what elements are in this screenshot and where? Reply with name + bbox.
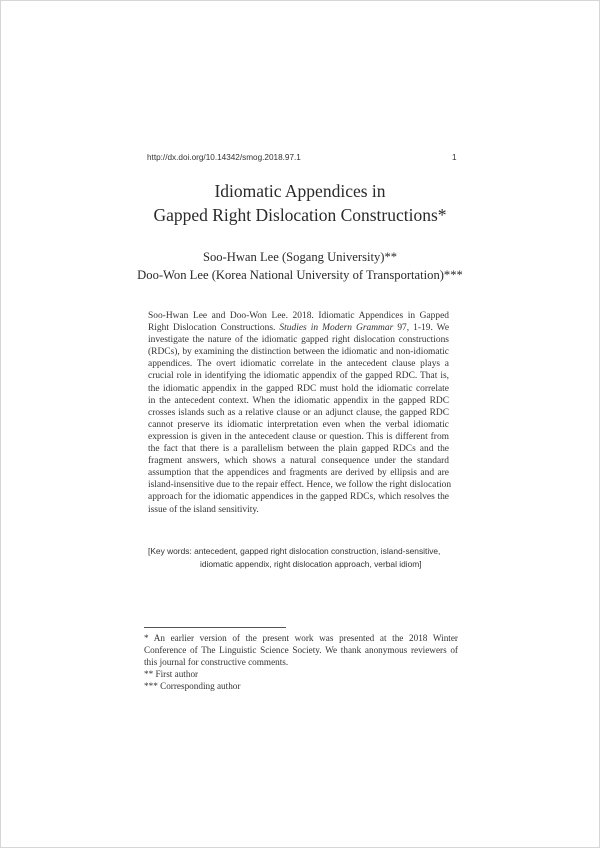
abstract xyxy=(148,310,452,516)
footnote-divider xyxy=(144,627,286,628)
abstract-line: fragment answers, which shows a natural consequence under the standard xyxy=(148,456,449,467)
abstract-line: expression is given in the antecedent clause or question. This is different from xyxy=(148,431,449,442)
journal-name: Studies in Modern Grammar xyxy=(279,323,394,334)
abstract-line: the fact that there is a parallelism between the plain gapped RDCs and the xyxy=(148,444,449,455)
paper-title-line-1: Idiomatic Appendices in xyxy=(214,181,386,201)
abstract-line: crucial role in identifying the idiomatic appendix of the gapped RDC. That is, xyxy=(148,371,449,382)
author-1: Soo-Hwan Lee (Sogang University)** xyxy=(202,250,398,264)
keywords xyxy=(148,545,453,570)
footnote-2: ** First author xyxy=(144,669,199,679)
abstract-text: Right Dislocation Constructions. xyxy=(148,323,276,334)
footnote-1 xyxy=(144,633,458,669)
footnote-line: Conference of The Linguistic Science Society. We thank anonymous reviewers of xyxy=(144,644,458,655)
abstract-line: the idiomatic appendix in the gapped RDC must hold the idiomatic correlate xyxy=(148,383,449,394)
paper-title-line-2: Gapped Right Dislocation Constructions* xyxy=(153,205,447,225)
footnote-3: *** Corresponding author xyxy=(144,681,241,691)
abstract-line: crosses islands such as a relative clause or an adjunct clause, the gapped RDC xyxy=(148,407,449,418)
abstract-line: Soo-Hwan Lee and Doo-Won Lee. 2018. Idiomatic Appendices in Gapped xyxy=(148,311,449,321)
abstract-line: approach for the idiomatic appendices in the gapped RDCs, which resolves the xyxy=(148,492,449,503)
footnote-line: this journal for constructive comments. xyxy=(144,656,289,667)
doi-link[interactable]: http://dx.doi.org/10.14342/smog.2018.97.1 xyxy=(147,153,301,162)
abstract-line: investigate the nature of the idiomatic gapped right dislocation constructions xyxy=(148,335,449,346)
abstract-line: cannot preserve its idiomatic interpretation even when the verbal idiomatic xyxy=(148,419,449,430)
page-number: 1 xyxy=(452,153,457,162)
abstract-line: appendices. The overt idiomatic correlate in the antecedent clause plays a xyxy=(148,359,449,370)
abstract-line: issue of the island sensitivity. xyxy=(148,504,259,515)
footnote-line: * An earlier version of the present work was presented at the 2018 Winter xyxy=(144,633,458,643)
keywords-line-1: [Key words: antecedent, gapped right dislocation construction, island-sensitive, xyxy=(148,546,441,556)
abstract-line-citation xyxy=(148,322,449,334)
keywords-line-2: idiomatic appendix, right dislocation approach, verbal idiom] xyxy=(200,558,422,569)
abstract-text: 97, 1-19. We xyxy=(397,323,450,334)
author-2: Doo-Won Lee (Korea National University of Transportation)*** xyxy=(137,268,463,282)
abstract-line: in the antecedent context. When the idiomatic appendix in the gapped RDC xyxy=(148,395,449,406)
abstract-line: (RDCs), by examining the distinction between the idiomatic and non-idiomatic xyxy=(148,347,449,358)
abstract-line: island-insensitive due to the repair effect. Hence, we follow the right dislocation xyxy=(148,480,452,491)
abstract-line: assumption that the appendices and fragments are derived by ellipsis and are xyxy=(148,468,449,479)
